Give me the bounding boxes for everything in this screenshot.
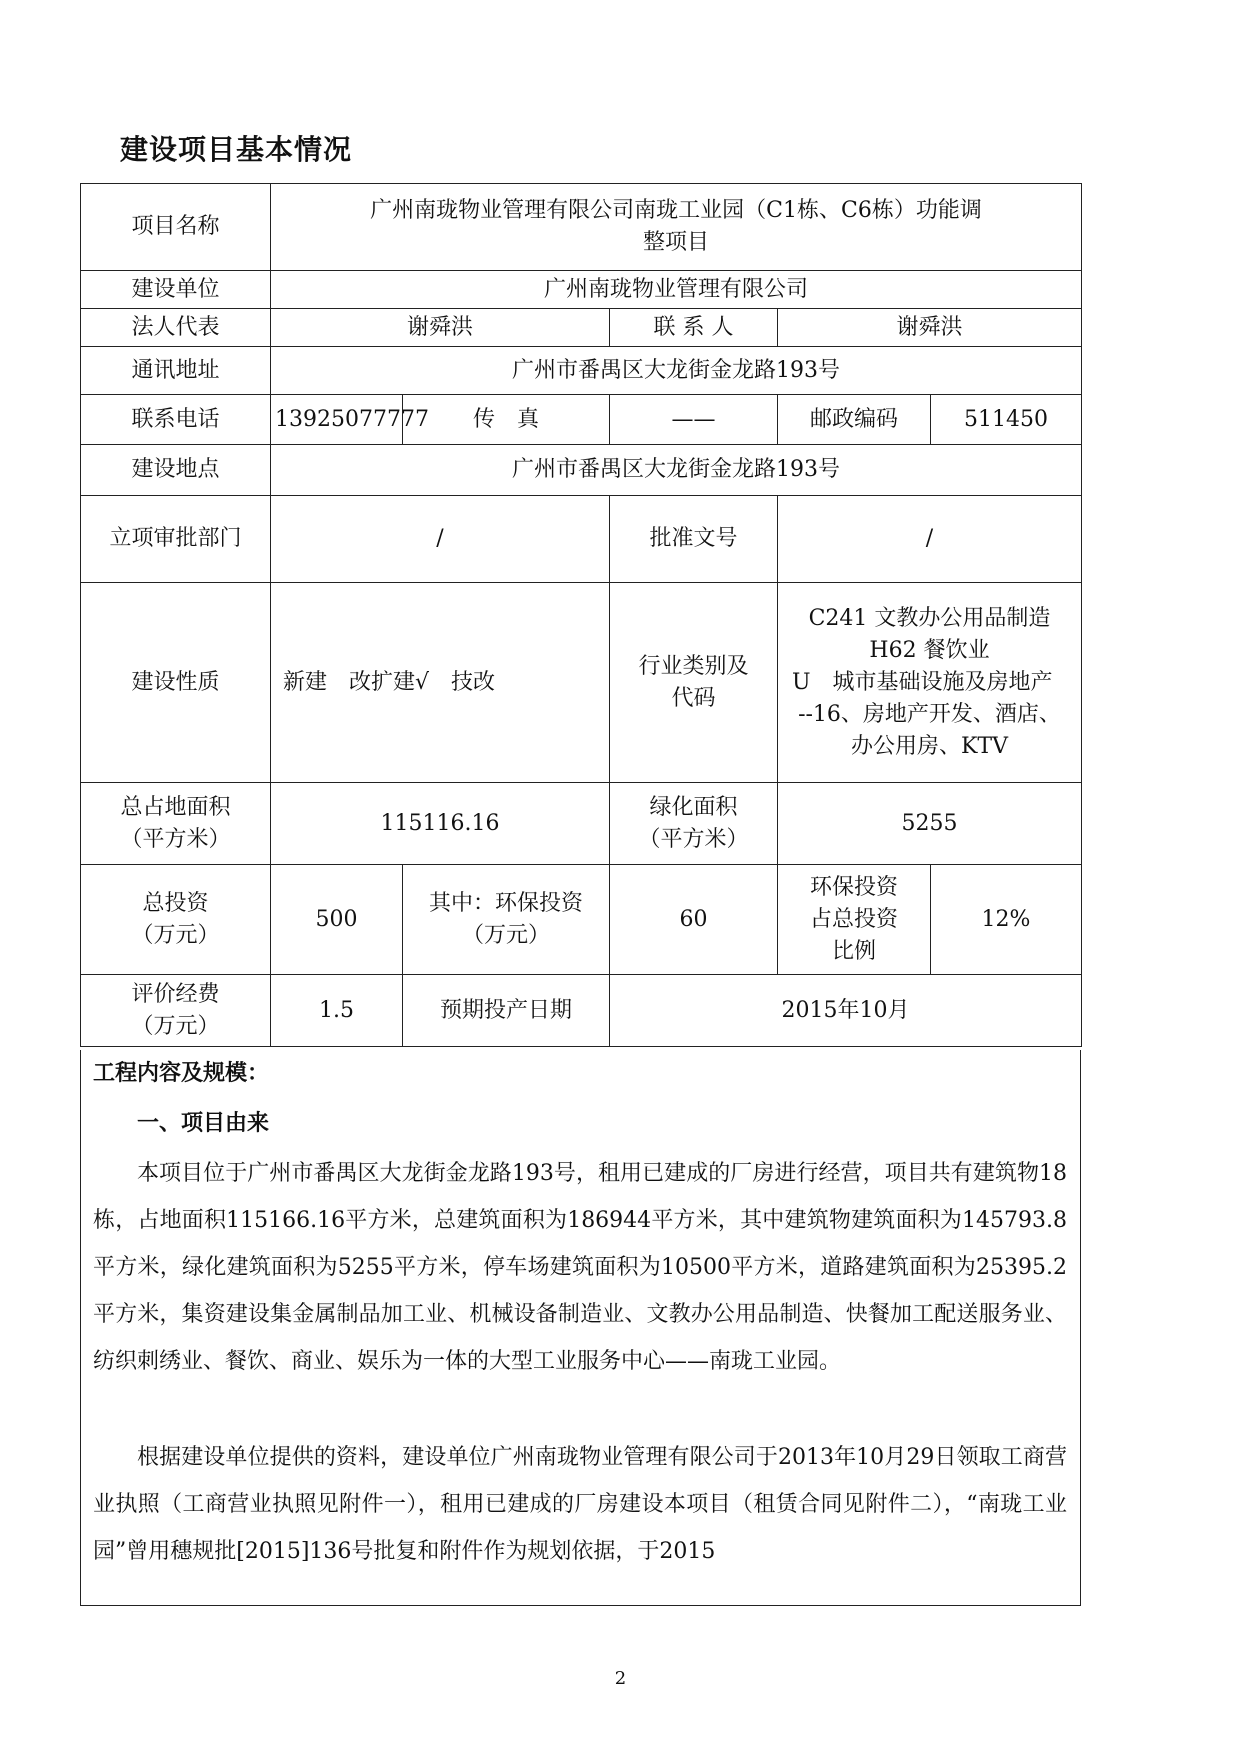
env-ratio-value: 12% bbox=[931, 865, 1082, 975]
production-date-value: 2015年10月 bbox=[610, 975, 1082, 1047]
postcode-value: 511450 bbox=[931, 395, 1082, 445]
industry-line: C241 文教办公用品制造 bbox=[808, 605, 1051, 631]
nature-label: 建设性质 bbox=[81, 583, 271, 783]
project-name-value: 广州南珑物业管理有限公司南珑工业园（C1栋、C6栋）功能调整项目 bbox=[271, 184, 1082, 271]
industry-value bbox=[778, 583, 1082, 783]
page-number: 2 bbox=[614, 1668, 627, 1689]
approval-dept-label: 立项审批部门 bbox=[81, 496, 271, 583]
contact-value: 谢舜洪 bbox=[778, 309, 1082, 347]
env-ratio-label: 环保投资占总投资比例 bbox=[778, 865, 931, 975]
industry-line: U 城市基础设施及房地产 bbox=[792, 669, 1053, 695]
env-investment-value: 60 bbox=[610, 865, 778, 975]
contact-label: 联 系 人 bbox=[610, 309, 778, 347]
eval-fee-value: 1.5 bbox=[271, 975, 403, 1047]
land-area-value: 115116.16 bbox=[271, 783, 610, 865]
green-area-label: 绿化面积（平方米） bbox=[610, 783, 778, 865]
nature-value: 新建 改扩建√ 技改 bbox=[271, 583, 610, 783]
industry-label: 行业类别及代码 bbox=[610, 583, 778, 783]
fax-label: 传 真 bbox=[403, 395, 610, 445]
subsection-title: 一、项目由来 bbox=[137, 1111, 270, 1136]
project-info-table bbox=[80, 183, 1082, 1047]
site-label: 建设地点 bbox=[81, 445, 271, 496]
phone-label: 联系电话 bbox=[81, 395, 271, 445]
investment-label: 总投资（万元） bbox=[81, 865, 271, 975]
eval-fee-label: 评价经费（万元） bbox=[81, 975, 271, 1047]
approval-dept-value: / bbox=[271, 496, 610, 583]
approval-no-value: / bbox=[778, 496, 1082, 583]
green-area-value: 5255 bbox=[778, 783, 1082, 865]
legal-rep-value: 谢舜洪 bbox=[271, 309, 610, 347]
legal-rep-label: 法人代表 bbox=[81, 309, 271, 347]
land-area-label: 总占地面积（平方米） bbox=[81, 783, 271, 865]
postcode-label: 邮政编码 bbox=[778, 395, 931, 445]
fax-value: —— bbox=[610, 395, 778, 445]
address-value: 广州市番禺区大龙街金龙路193号 bbox=[271, 347, 1082, 395]
industry-line: --16、房地产开发、酒店、 bbox=[798, 701, 1061, 727]
project-name-label: 项目名称 bbox=[81, 184, 271, 271]
project-content-section bbox=[80, 1050, 1081, 1606]
body-paragraph: 根据建设单位提供的资料，建设单位广州南珑物业管理有限公司于2013年10月29日领取工商营业执照（工商营业执照见附件一），租用已建成的厂房建设本项目（租赁合同见附件二），“南珑工业园”曾用穗规批[2015]136号批复和附件作为规划依据，于2015 bbox=[93, 1445, 1067, 1564]
site-value: 广州市番禺区大龙街金龙路193号 bbox=[271, 445, 1082, 496]
builder-label: 建设单位 bbox=[81, 271, 271, 309]
body-paragraph: 本项目位于广州市番禺区大龙街金龙路193号，租用已建成的厂房进行经营，项目共有建筑物18栋，占地面积115166.16平方米，总建筑面积为186944平方米，其中建筑物建筑面积为145793.8平方米，绿化建筑面积为5255平方米，停车场建筑面积为10500平方米，道路建筑面积为25395.2平方米，集资建设集金属制品加工业、机械设备制造业、文教办公用品制造、快餐加工配送服务业、纺织刺绣业、餐饮、商业、娱乐为一体的大型工业服务中心——南珑工业园。 bbox=[93, 1161, 1067, 1374]
investment-value: 500 bbox=[271, 865, 403, 975]
approval-no-label: 批准文号 bbox=[610, 496, 778, 583]
env-investment-label: 其中：环保投资（万元） bbox=[403, 865, 610, 975]
industry-line: H62 餐饮业 bbox=[869, 637, 990, 663]
builder-value: 广州南珑物业管理有限公司 bbox=[271, 271, 1082, 309]
page-title: 建设项目基本情况 bbox=[120, 133, 353, 166]
phone-value: 13925077777 bbox=[271, 395, 403, 445]
industry-line: 办公用房、KTV bbox=[851, 733, 1008, 759]
address-label: 通讯地址 bbox=[81, 347, 271, 395]
production-date-label: 预期投产日期 bbox=[403, 975, 610, 1047]
section-title: 工程内容及规模： bbox=[93, 1061, 270, 1086]
